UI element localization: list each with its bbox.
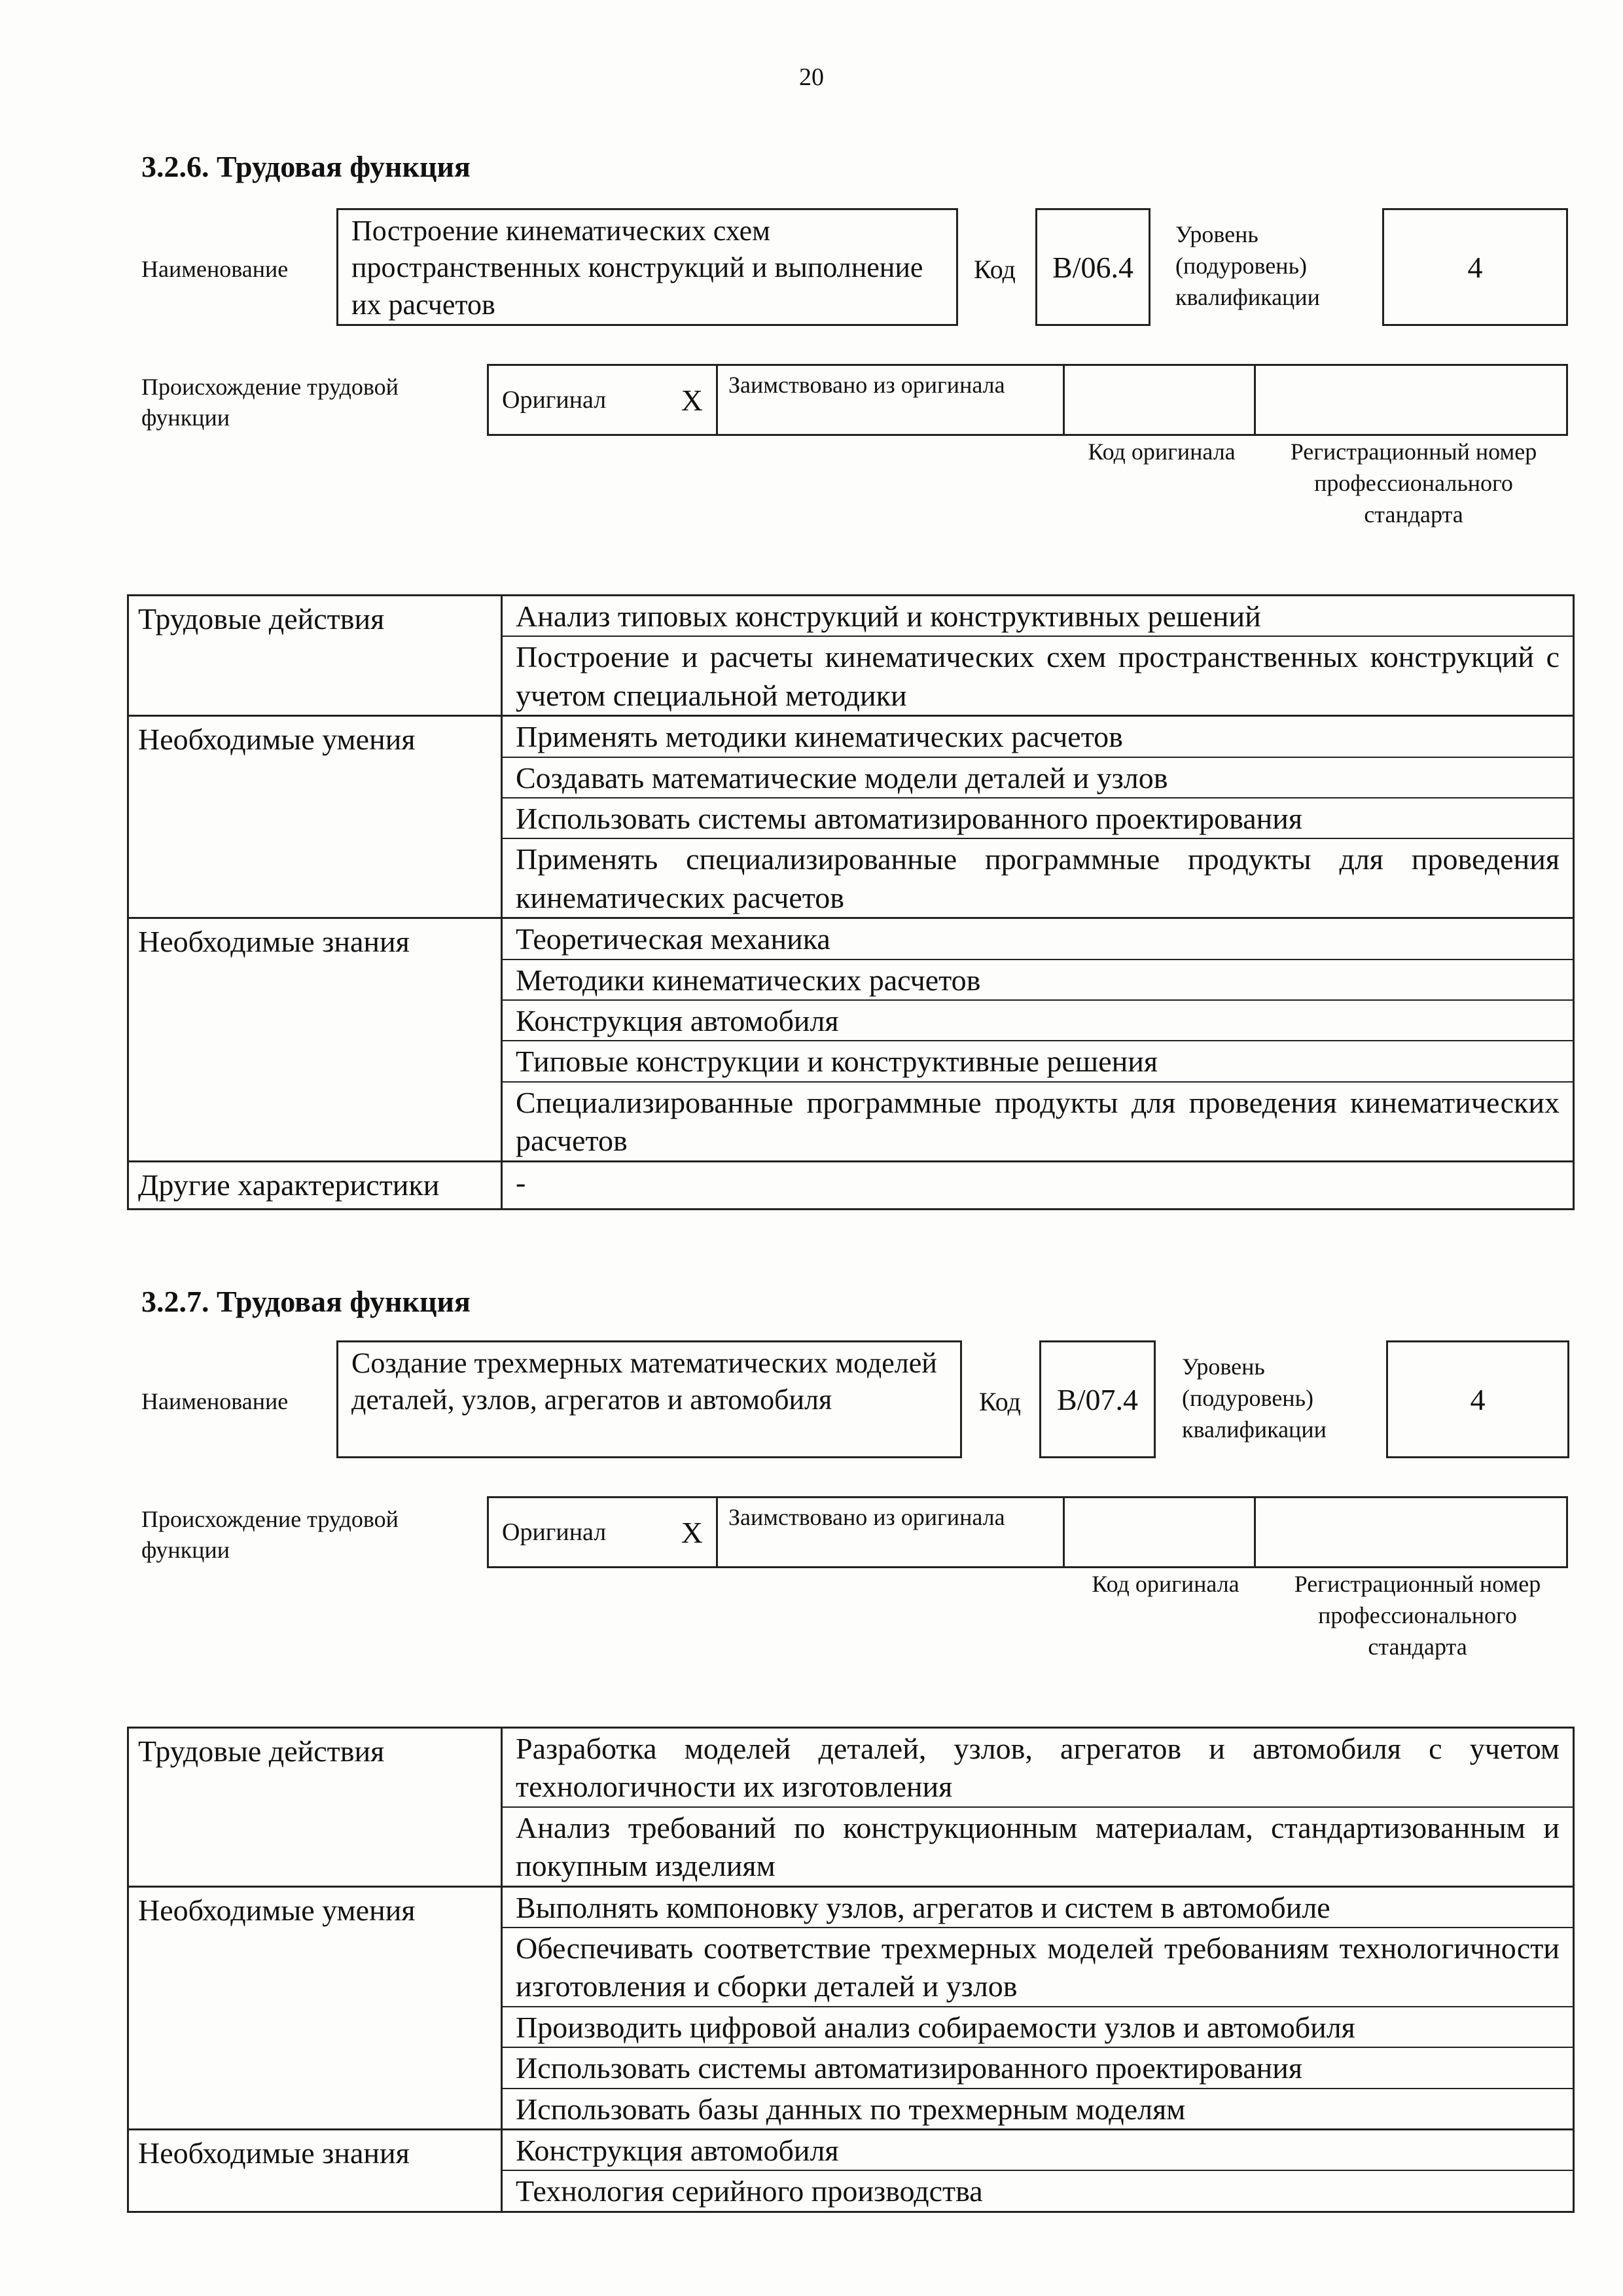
list-item: Использовать системы автоматизированного проектирования <box>503 798 1573 839</box>
section-title: 3.2.7. Трудовая функция <box>141 1285 471 1318</box>
table-row <box>128 918 1574 1161</box>
list-item: Производить цифровой анализ собираемости узлов и автомобиля <box>503 2007 1573 2048</box>
reg-number-caption: Регистрационный номер профессионального стандарта <box>1290 439 1537 528</box>
original-label: Оригинал <box>502 1518 607 1546</box>
code-original-cell <box>1065 1498 1256 1566</box>
row-label: Необходимые умения <box>128 716 502 918</box>
list-item: Конструкция автомобиля <box>503 1001 1573 1041</box>
code-box <box>1039 1340 1156 1458</box>
function-name-box <box>336 1340 962 1458</box>
table-row <box>128 1161 1574 1209</box>
name-label: Наименование <box>141 1388 289 1414</box>
borrowed-label: Заимствовано из оригинала <box>728 372 1005 398</box>
row-label: Необходимые знания <box>128 2130 502 2212</box>
page-number: 20 <box>799 63 824 91</box>
function-code: В/06.4 <box>1052 250 1133 284</box>
section-title: 3.2.6. Трудовая функция <box>141 150 471 183</box>
list-item: Методики кинематических расчетов <box>503 960 1573 1001</box>
function-code: В/07.4 <box>1057 1382 1138 1416</box>
table-row <box>128 2130 1574 2212</box>
reg-number-cell <box>1256 366 1566 434</box>
origin-row <box>487 364 1568 436</box>
table-row <box>128 716 1574 918</box>
list-item: Использовать базы данных по трехмерным моделям <box>516 2092 1186 2126</box>
level-label: Уровень (подуровень) квалификации <box>1175 221 1320 311</box>
reg-number-caption: Регистрационный номер профессионального стандарта <box>1294 1571 1541 1660</box>
level-label: Уровень (подуровень) квалификации <box>1182 1354 1327 1443</box>
list-item: Применять методики кинематических расчетов <box>503 717 1573 757</box>
name-label: Наименование <box>141 256 289 282</box>
borrowed-cell <box>718 1498 1065 1566</box>
function-name-box <box>336 208 958 326</box>
level-box <box>1386 1340 1569 1458</box>
list-item: Анализ типовых конструкций и конструктивных решений <box>503 596 1573 637</box>
list-item: Разработка моделей деталей, узлов, агрегатов и автомобиля с учетом технологичности их изготовления <box>503 1729 1573 1808</box>
list-item: Обеспечивать соответствие трехмерных моделей требованиям технологичности изготовления и сборки деталей и узлов <box>503 1928 1573 2007</box>
borrowed-cell <box>718 366 1065 434</box>
list-item: Создавать математические модели деталей и узлов <box>503 758 1573 798</box>
code-label: Код <box>979 1387 1021 1416</box>
code-label: Код <box>974 255 1016 284</box>
list-item: Построение и расчеты кинематических схем пространственных конструкций с учетом специальной методики <box>516 640 1560 712</box>
list-item: Теоретическая механика <box>503 919 1573 960</box>
table-row <box>128 596 1574 716</box>
qualification-level: 4 <box>1470 1382 1486 1416</box>
list-item: Использовать системы автоматизированного проектирования <box>503 2048 1573 2089</box>
function-name: Создание трехмерных математических моделей деталей, узлов, агрегатов и автомобиля <box>351 1347 937 1416</box>
original-cell <box>489 1498 718 1566</box>
reg-number-cell <box>1256 1498 1566 1566</box>
original-mark: Х <box>681 383 703 417</box>
list-item: - <box>516 1165 526 1199</box>
list-item: Типовые конструкции и конструктивные решения <box>503 1041 1573 1082</box>
level-box <box>1382 208 1568 326</box>
code-original-cell <box>1065 366 1256 434</box>
list-item: Применять специализированные программные продукты для проведения кинематических расчетов <box>516 842 1560 914</box>
function-table <box>127 594 1575 1210</box>
list-item: Выполнять компоновку узлов, агрегатов и систем в автомобиле <box>503 1888 1573 1928</box>
original-mark: Х <box>681 1515 703 1549</box>
origin-row <box>487 1496 1568 1568</box>
row-label: Другие характеристики <box>128 1161 502 1209</box>
row-label: Трудовые действия <box>128 1728 502 1887</box>
list-item: Специализированные программные продукты для проведения кинематических расчетов <box>516 1085 1560 1158</box>
code-original-caption: Код оригинала <box>1092 1571 1240 1597</box>
borrowed-label: Заимствовано из оригинала <box>728 1504 1005 1530</box>
list-item: Конструкция автомобиля <box>503 2130 1573 2171</box>
row-label: Трудовые действия <box>128 596 502 716</box>
list-item: Технология серийного производства <box>516 2174 983 2208</box>
function-table <box>127 1727 1575 2213</box>
code-box <box>1035 208 1150 326</box>
original-cell <box>489 366 718 434</box>
table-row <box>128 1728 1574 1887</box>
origin-label: Происхождение трудовой функции <box>141 374 399 431</box>
qualification-level: 4 <box>1467 250 1483 284</box>
row-label: Необходимые знания <box>128 918 502 1161</box>
list-item: Анализ требований по конструкционным материалам, стандартизованным и покупным изделиям <box>516 1810 1560 1883</box>
original-label: Оригинал <box>502 386 607 414</box>
code-original-caption: Код оригинала <box>1088 439 1236 465</box>
origin-label: Происхождение трудовой функции <box>141 1506 399 1563</box>
function-name: Построение кинематических схем пространственных конструкций и выполнение их расчетов <box>351 215 923 321</box>
row-label: Необходимые умения <box>128 1886 502 2129</box>
table-row <box>128 1886 1574 2129</box>
